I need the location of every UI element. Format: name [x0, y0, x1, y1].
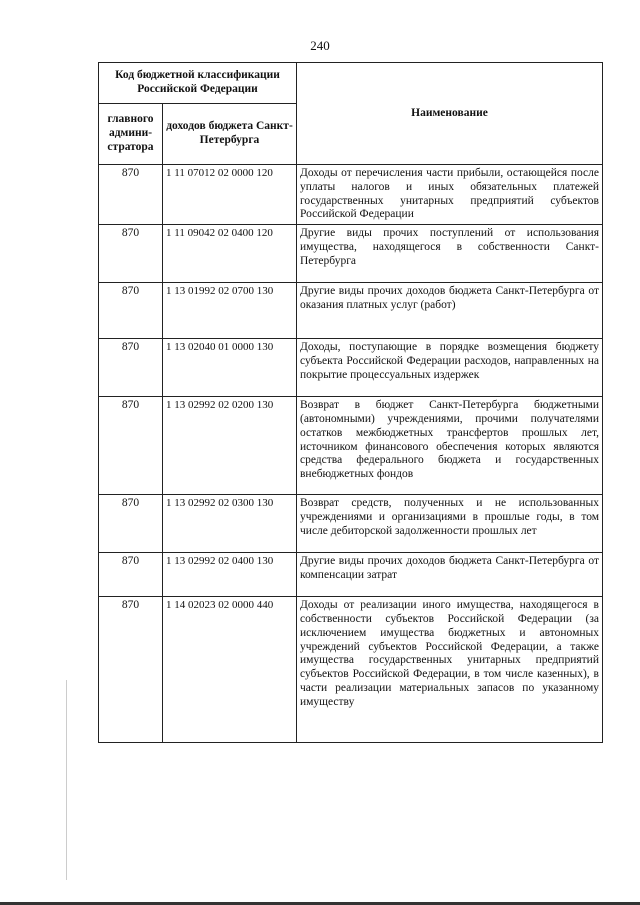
- cell-admin: 870: [99, 339, 163, 397]
- table-row: [99, 283, 603, 339]
- table-row: [99, 165, 603, 225]
- cell-name: Возврат средств, полученных и не использованных учреждениями и организациями в прошлые годы, в том числе дебиторской задолженности прошлых лет: [297, 495, 603, 553]
- cell-admin: 870: [99, 165, 163, 225]
- cell-name: Доходы, поступающие в порядке возмещения бюджету субъекта Российской Федерации расходов, направленных на покрытие процессуальных издержек: [297, 339, 603, 397]
- cell-code: 1 11 09042 02 0400 120: [163, 225, 297, 283]
- cell-admin: 870: [99, 495, 163, 553]
- budget-classification-table: [98, 62, 603, 743]
- cell-code: 1 11 07012 02 0000 120: [163, 165, 297, 225]
- header-admin: главного админи-стратора: [99, 104, 163, 165]
- scan-margin-line: [66, 680, 67, 880]
- cell-admin: 870: [99, 397, 163, 495]
- cell-name: Доходы от реализации иного имущества, находящегося в собственности субъектов Российской Федерации (за исключением имущества бюджетных и автономных учреждений субъектов Российской Федерации, а также имущества государственных унитарных предприятий субъектов Российской Федерации, в том числе казенных), в части реализации материальных запасов по указанному имуществу: [297, 597, 603, 743]
- cell-code: 1 13 02040 01 0000 130: [163, 339, 297, 397]
- cell-admin: 870: [99, 283, 163, 339]
- cell-name: Другие виды прочих доходов бюджета Санкт-Петербурга от оказания платных услуг (работ): [297, 283, 603, 339]
- cell-code: 1 13 02992 02 0300 130: [163, 495, 297, 553]
- cell-code: 1 14 02023 02 0000 440: [163, 597, 297, 743]
- table-row: [99, 225, 603, 283]
- page-number: 240: [310, 38, 330, 53]
- table-row: [99, 597, 603, 743]
- table-row: [99, 495, 603, 553]
- header-classification-code: Код бюджетной классификации Российской Федерации: [99, 63, 297, 104]
- cell-code: 1 13 02992 02 0400 130: [163, 553, 297, 597]
- header-name: Наименование: [297, 63, 603, 165]
- cell-name: Другие виды прочих поступлений от использования имущества, находящегося в собственности Санкт-Петербурга: [297, 225, 603, 283]
- cell-code: 1 13 02992 02 0200 130: [163, 397, 297, 495]
- cell-name: Другие виды прочих доходов бюджета Санкт-Петербурга от компенсации затрат: [297, 553, 603, 597]
- cell-name: Возврат в бюджет Санкт-Петербурга бюджетными (автономными) учреждениями, прочими получателями остатков межбюджетных трансфертов прошлых лет, источником финансового обеспечения которых являются средства федерального бюджета и государственных внебюджетных фондов: [297, 397, 603, 495]
- cell-admin: 870: [99, 225, 163, 283]
- cell-code: 1 13 01992 02 0700 130: [163, 283, 297, 339]
- cell-admin: 870: [99, 553, 163, 597]
- header-income: доходов бюджета Санкт-Петербурга: [163, 104, 297, 165]
- cell-name: Доходы от перечисления части прибыли, остающейся после уплаты налогов и иных обязательных платежей государственных унитарных предприятий субъектов Российской Федерации: [297, 165, 603, 225]
- table-row: [99, 397, 603, 495]
- cell-admin: 870: [99, 597, 163, 743]
- table-row: [99, 553, 603, 597]
- table-row: [99, 339, 603, 397]
